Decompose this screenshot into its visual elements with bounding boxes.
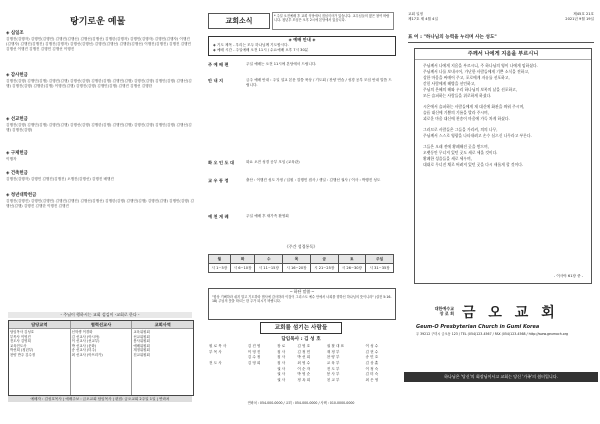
grid-line: 재정위원회 [133,348,150,353]
grid-head: 협력선교사 [71,321,132,329]
cover-column [400,0,600,424]
staff-cell: 재 정 부 [326,349,340,354]
staff-cell: 송 민 호 [365,355,379,360]
grid-line: 이 선교사 (선교부) [71,339,100,344]
staff-cell: 정 옥 희 [297,377,311,382]
news-value: 금주 예배 안내 : 주일 설교 본문 말씀 묵상 / 기도회 / 찬양 연습 / 성경 공부 모임 안내 말씀 드립니다. [246,78,392,87]
news-row [208,62,394,68]
grid-line: 봉사위원회 [133,339,150,344]
grid-line: 김 선교사 (아시아) [71,334,100,339]
news-row [208,178,394,184]
staff-cell: 권 사 [277,372,286,377]
poem-line: 주님께서 나를 보내시어, 가난한 사람들에게 기쁜 소식을 전하고, [423,69,530,74]
grid-line: 선교위원회 [133,334,150,339]
staff-cell: 권 사 [277,377,286,382]
week-body-cell: 시 11~15장 [255,264,283,273]
staff-cell: 부 목 사 [209,349,222,354]
grid-line: 박 선교사 (문화) [71,343,97,348]
ministry-grid [8,320,194,396]
section-body: 김행진(김행자) 김행민(김행민) 김행진(김행신) 김행선(김행선) 김행한(김행자) 김행민(김행자) 김행민(김행자) 이행진(김행자) 김행진(김행진) 김행진(김행자) 김행선(김행선) 김행진(김행선) 김행한(김행선) 이행진(김행진) 김행진 김행민 김행선 이행진 김행진 김행민 김행선 이행진 [6,37,191,51]
poem-line: 주님께서 스스로 영광을 나타내려고 손수 심으신 나무라고 부른다. [423,133,532,138]
staff-cell: 최 영 수 [297,361,311,366]
poem-line: 황폐한 성읍들을 새로 세우며, [423,156,472,161]
staff-cell: 김 진 영 [247,344,261,349]
meta-left: 제17호 제 4월 4일 [408,17,438,21]
news-column [200,0,400,424]
grid-line: 송 선교사 (미주) [71,348,97,353]
grid-head: 교회사역 [132,321,193,329]
youth-section [6,192,194,209]
grid-body [9,329,70,359]
grid-column [9,321,70,395]
week-table [208,254,394,273]
prayer-title: ◈ 예배 안내 ◈ [288,37,316,42]
poem-line: 괴로운 마음 대신에 찬송이 마음에 가득 차게 하셨다. [423,116,510,121]
cover-footer: 하나님은 '당신'의 회장님이시고 교회는 당신 '가족'의 쉼터입니다. [404,372,598,382]
meta-right [565,12,594,22]
col1-footer: 예배자 : 김성호목사 | 예배주보 : 금오교회 담임목사 | 편집: 금오교회 2주일 1일 | 연락처 [8,396,192,402]
staff-cell: 김 영 호 [297,344,311,349]
building-section [6,170,194,182]
prayer-box [208,36,396,56]
news-value: 주일 예배는 오전 11시에 본당에서 드립니다. [246,62,317,66]
section-head: ◈ 건축헌금 [6,171,28,176]
section-body: 이행자 [6,157,17,161]
week-body-cell: 시 26~30장 [338,264,366,273]
poem-line: 시온에서 슬퍼하는 사람들에게 재 대신에 화관을 씌워 주시며, [423,104,525,109]
contact-line: 연락처 : 054-000-0000 / 교회 : 054-000-0000 / 사택 : 010-0000-0000 [247,401,355,405]
meta-right-line: 제45호 21호 [573,12,594,16]
church-english-name: Geum-O Presbyterian Church in Gumi Korea [416,324,540,330]
poem-line: 대대로 무너진 채로 버려져 있던 곳을 다시 새롭게 할 것이다. [423,162,524,167]
poem-title: 주께서 나에게 지음을 부르시니 [415,49,591,60]
grid-line: 전도사 김영희 [10,339,31,344]
grid-line: 예배위원회 [133,343,150,348]
staff-cell: 김 미 숙 [365,372,379,377]
scripture-poem [414,48,592,284]
church-name: 금 오 교 회 [462,305,559,321]
prayer-line: ◈ 예배 시간 - 주일예배 오전 11시 / 수요예배 오후 7시 30분 [213,48,309,52]
grid-line: 최 선교사 (아프리카) [71,352,103,357]
grid-line: 찬양 반주 김수정 [10,352,36,357]
grid-line: 담임목사 김성호 [10,330,35,334]
serving-bar: - 주님이 행하시는 교회 섬김이 -교회로 한다 - [8,312,192,318]
staff-cell: 박 선 희 [297,355,311,360]
news-row [208,214,394,220]
offering-title: 탕기로운 예물 [70,17,126,27]
news-key: 교 우 동 정 [208,178,229,183]
tithe-section [6,30,194,52]
staff-cell: 집 사 [277,355,286,360]
poem-line: 상한 마음을 싸매어 주고, 포로에게 자유를 선포하고, [423,75,510,80]
staff-table [208,344,394,383]
section-body: 김행진(김행자) 김행민 김행진(김행진) 오행진(김행선) 김행진 배행진 [6,177,114,181]
staff-cell: 장 로 [277,344,286,349]
staff-cell: 이 영 진 [247,349,261,354]
meta-right-line: 2021년 9월 19일 [565,17,594,21]
staff-cell: 김 영 희 [247,361,261,366]
staff-cell: 교 육 부 [326,361,340,366]
poem-line: 주님의 은혜의 해와 우리 하나님의 보복의 날을 선포하고, [423,87,518,92]
week-head-cell: 금 [310,255,338,264]
week-body-cell: 시 16~20장 [283,264,311,273]
meta-left: 교회 일정 [408,12,424,16]
scripture-body: "항상 기뻐하라 쉬지 말고 기도하라 범사에 감사하라 이것이 그리스도 예수 안에서 너희를 향하신 하나님의 뜻이니라" (살전 5:16-18) 주님의 뜻을 따르는 한 주가 되시기 바랍니다. [212,295,392,304]
poem-line: 모든 슬퍼하는 사람들을 위로하게 하셨다. [423,93,492,98]
news-key: 예 천 게 례 [208,214,229,219]
poem-line: 주님께서 나에게 지음을 부르시니, 주 하나님의 영이 나에게 임하셨다. [423,63,538,68]
week-body-cell: 시 6~10장 [230,264,255,273]
staff-cell: 이 정 숙 [365,366,379,371]
relief-section [6,150,194,162]
news-row [208,160,394,166]
week-head-cell: 토 [338,255,366,264]
year-theme: 표 어 : "하나님의 능력을 누리며 사는 성도" [408,34,594,43]
grid-column [131,321,193,395]
staff-cell: 김 상 훈 [365,361,379,366]
grid-line: 부목사 이영진 [10,334,31,339]
grid-line: 교육위원회 [133,330,150,334]
grid-body [71,329,132,359]
scripture-box [208,288,396,320]
staff-cell: 원 로 목 사 [209,344,227,349]
section-head: ◈ 선교헌금 [6,117,28,122]
scripture-title: ─ 하단 말씀 ─ [289,289,315,294]
poem-line: 갇힌 사람에게 해방을 선언하고, [423,81,476,86]
poem-line: 그들은 오래 전에 황폐해진 곳을 쌓으며, [423,144,489,149]
bulletin-meta [408,12,594,22]
staff-cell: 김 현 수 [365,349,379,354]
staff-cell: 김 수 정 [247,355,261,360]
section-head: ◈ 감사헌금 [6,73,28,78]
staff-cell: 이 성 수 [365,344,379,349]
section-body: 김행진(김행진) 김행민(김행민) 김행진(김행진) 김행선(김행선) 김행한(김행) 김행민(김행) 김행진(김행) 김행민(김행) 김행선(김행) 김행진 김행한 이행진 김행진 [6,199,194,208]
grid-line: 박선희 (청년부) [10,348,34,353]
news-value: 출산 : 이행진 성도 가정 / 입원 : 김행민 집사 / 생일 : 김행선 권사 / 이사 : 박행진 성도 [246,178,381,182]
staff-cell: 집 사 [277,349,286,354]
section-body: 김행진(김행) 김행민(김행) 김행진(김행) 김행선(김행) 김행한(김행) 김행민(김행) 김행진(김행) 김행민(김행) 김행선(김행) 김행진(김행) 김행한(김행) 이행진(김행) 김행진(김행) 김행민(김행) 김행진 김행선 김행한 [6,79,192,88]
news-value: 주일 예배 후 새가족 환영회 [246,214,289,218]
week-head-cell: 월 [209,255,231,264]
grid-column [70,321,132,395]
staff-cell: 전 도 사 [209,361,222,366]
section-head: ◈ 십일조 [6,31,24,36]
denomination-logo [416,306,454,316]
staff-cell: 김 정 민 [297,349,311,354]
staff-cell: 전 도 부 [326,366,340,371]
prayer-line: ◈ 기도 제목 - 우리는 모두 하나님께 기도합시다. [213,43,289,47]
week-body-cell: 시 21~25장 [310,264,338,273]
staff-cell: 집 사 [277,361,286,366]
week-caption: 《주간 성경통독》 [284,244,318,249]
poem-line: 그러므로 사람들은 그들을 가리켜, 의의 나무, [423,127,498,132]
staff-cell: 박 영 순 [297,372,311,377]
church-address: 우 39212 구미시 금오동 123 / TEL (054)123-4567 / FAX (054)123-4568 / http://www.geumoch.org [416,332,569,336]
week-head-row [209,255,394,264]
section-head: ◈ 청년대학헌금 [6,193,37,198]
poem-line: 슬픔 대신에 기쁨의 기름을 발라 주시며, [423,110,489,115]
staff-cell: 권 사 [277,366,286,371]
offering-column [0,0,200,424]
grid-line: 친교위원회 [133,352,150,357]
servants-title: 교회를 섬기는 사람들 [260,322,342,334]
poem-body [415,60,591,176]
staff-cell: 권 찰 대 표 [326,344,345,349]
grid-line: 교육전도사 [10,343,27,348]
week-head-cell: 목 [283,255,311,264]
staff-cell [208,378,247,384]
news-value: 화요 오전 성경 공부 모임 (교육관) [246,160,300,164]
news-key: 안 내 지 [208,78,224,83]
notice-box: * 주일 오전예배 후 교회 식당에서 점심식사가 있습니다. 교우님들의 많은 참여 바랍니다. 청년부 모임은 오후 2시에 본당에서 있습니다. [272,12,394,30]
staff-cell: 봉 사 부 [326,372,340,377]
week-body-cell: 시 31~35장 [366,264,394,273]
church-identity [408,300,594,356]
week-head-cell: 수 [255,255,283,264]
section-body: 김행진(김행) 김행민(김행) 김행진(김행) 김행선(김행) 김행한(김행) 김행민(김행) 김행진(김행) 김행민(김행) 김행선(김행) 김행진(김행) [6,123,192,132]
staff-cell: 찬 양 부 [326,355,340,360]
poem-line: 오랫동안 무너져 있던 곳도 새로 세울 것이다. [423,150,498,155]
week-body-row [209,264,394,273]
week-head-cell: 주일 [366,255,394,264]
grid-head: 담당교역 [9,321,70,329]
staff-cell: 친 교 부 [326,377,340,382]
news-heading: 교회소식 [208,13,270,29]
grid-body [132,329,193,359]
logo-line: 대한예수교 [434,306,454,311]
section-head: ◈ 구제헌금 [6,151,28,156]
logo-line: 장 로 회 [439,311,454,316]
senior-pastor: 담임목사 : 김 성 호 [281,337,321,342]
mission-section [6,116,194,133]
staff-cell: 최 은 영 [365,377,379,382]
staff-cell: 이 순 자 [297,366,311,371]
news-key: 주 예 배 편 [208,62,229,67]
news-key: 화 오 인 도 대 [208,160,235,165]
thanks-section [6,72,194,89]
staff-cell [247,378,276,384]
grid-line: 신학생 이경화 [71,330,93,334]
week-body-cell: 시 1~5장 [209,264,231,273]
news-row [208,78,394,88]
staff-row [208,378,394,384]
poem-author: - 이사야 61장 중 - [553,274,583,278]
week-head-cell: 화 [230,255,255,264]
